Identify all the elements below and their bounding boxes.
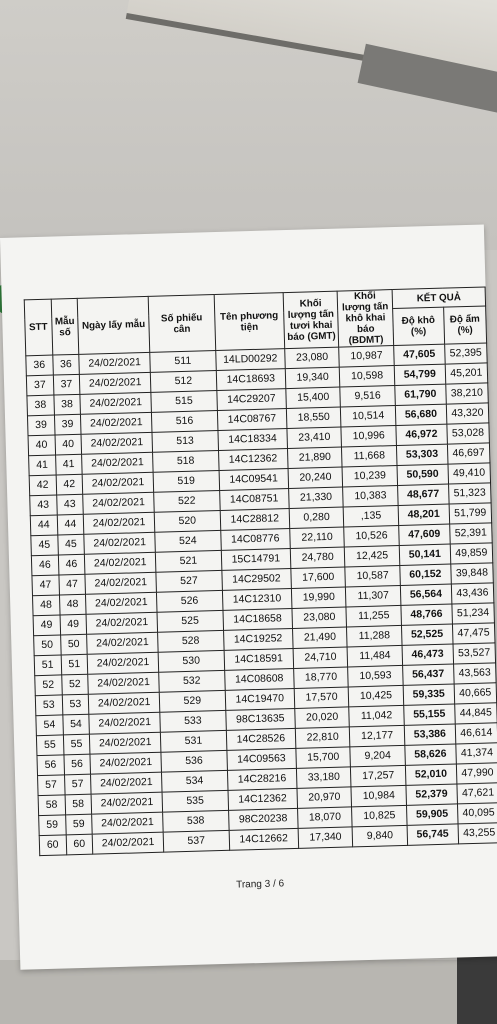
header-do-kho: Độ khô (%) — [393, 307, 445, 345]
cell-do-am: 43,436 — [451, 583, 494, 604]
cell-do-kho: 52,379 — [406, 784, 457, 805]
cell-ngay: 24/02/2021 — [92, 812, 163, 834]
cell-mau-so: 45 — [57, 534, 84, 555]
cell-kl-kho: 11,307 — [346, 585, 401, 607]
cell-do-kho: 55,155 — [404, 704, 455, 725]
cell-ngay: 24/02/2021 — [86, 612, 157, 634]
cell-ten-phuong-tien: 14C09563 — [227, 748, 297, 770]
cell-so-phieu: 530 — [158, 650, 224, 672]
cell-stt: 57 — [38, 775, 65, 796]
cell-so-phieu: 518 — [153, 450, 219, 472]
cell-do-am: 40,095 — [457, 803, 497, 824]
cell-ten-phuong-tien: 14C08767 — [217, 409, 287, 431]
cell-mau-so: 52 — [61, 674, 88, 695]
cell-do-am: 52,395 — [444, 343, 487, 364]
cell-stt: 42 — [29, 475, 56, 496]
header-ket-qua: KẾT QUẢ — [392, 287, 486, 309]
cell-so-phieu: 521 — [155, 550, 221, 572]
cell-so-phieu: 529 — [159, 690, 225, 712]
cell-do-am: 53,028 — [447, 423, 490, 444]
cell-do-kho: 48,677 — [397, 484, 448, 505]
cell-stt: 48 — [33, 595, 60, 616]
cell-do-am: 49,410 — [448, 463, 491, 484]
cell-do-am: 52,391 — [449, 523, 492, 544]
cell-kl-tuoi: 15,400 — [286, 387, 341, 409]
cell-kl-tuoi: 22,810 — [295, 727, 350, 749]
cell-do-am: 47,475 — [452, 623, 495, 644]
cell-do-kho: 48,766 — [401, 604, 452, 625]
cell-ten-phuong-tien: 14C12310 — [222, 589, 292, 611]
cell-stt: 36 — [26, 355, 53, 376]
cell-do-kho: 56,437 — [403, 664, 454, 685]
cell-kl-tuoi: 23,080 — [292, 607, 347, 629]
cell-mau-so: 56 — [63, 754, 90, 775]
cell-mau-so: 50 — [60, 634, 87, 655]
header-stt: STT — [24, 299, 52, 356]
cell-ngay: 24/02/2021 — [92, 832, 163, 854]
cell-do-am: 53,527 — [453, 643, 496, 664]
cell-so-phieu: 516 — [151, 411, 217, 433]
cell-mau-so: 46 — [58, 554, 85, 575]
cell-kl-kho: 10,514 — [341, 406, 396, 428]
cell-kl-tuoi: 24,780 — [290, 547, 345, 569]
cell-mau-so: 43 — [56, 494, 83, 515]
cell-do-kho: 52,525 — [401, 624, 452, 645]
cell-kl-tuoi: 21,490 — [293, 627, 348, 649]
cell-kl-tuoi: 17,340 — [298, 827, 353, 849]
cell-so-phieu: 534 — [162, 770, 228, 792]
cell-do-kho: 61,790 — [395, 384, 446, 405]
cell-kl-kho: 10,598 — [340, 366, 395, 388]
cell-mau-so: 55 — [63, 734, 90, 755]
cell-do-kho: 59,905 — [406, 804, 457, 825]
cell-so-phieu: 526 — [157, 590, 223, 612]
cell-ten-phuong-tien: 14C08608 — [224, 668, 294, 690]
cell-kl-kho: 10,984 — [351, 785, 406, 807]
cell-do-kho: 56,680 — [395, 404, 446, 425]
header-kl-kho: Khối lượng tấn khô khai báo (BDMT) — [337, 290, 393, 348]
cell-so-phieu: 515 — [151, 391, 217, 413]
cell-so-phieu: 533 — [160, 710, 226, 732]
cell-ten-phuong-tien: 98C20238 — [228, 808, 298, 830]
cell-mau-so: 54 — [62, 714, 89, 735]
cell-kl-kho: 11,668 — [342, 446, 397, 468]
cell-ngay: 24/02/2021 — [89, 712, 160, 734]
cell-do-kho: 48,201 — [398, 504, 449, 525]
cell-mau-so: 57 — [64, 774, 91, 795]
cell-so-phieu: 531 — [160, 730, 226, 752]
cell-ngay: 24/02/2021 — [91, 772, 162, 794]
header-ten-phuong-tien: Tên phương tiện — [214, 293, 285, 351]
header-so-phieu-can: Số phiếu cân — [148, 295, 215, 353]
cell-so-phieu: 513 — [152, 431, 218, 453]
cell-do-kho: 46,972 — [396, 424, 447, 445]
cell-do-am: 43,255 — [458, 823, 497, 844]
cell-kl-kho: 9,204 — [350, 745, 405, 767]
cell-kl-tuoi: 19,340 — [285, 367, 340, 389]
cell-do-am: 47,990 — [456, 763, 497, 784]
cell-kl-tuoi: 24,710 — [293, 647, 348, 669]
cell-stt: 39 — [27, 415, 54, 436]
cell-mau-so: 41 — [55, 454, 82, 475]
cell-do-am: 43,563 — [453, 663, 496, 684]
cell-so-phieu: 538 — [163, 810, 229, 832]
cell-kl-kho: 10,996 — [341, 426, 396, 448]
cell-so-phieu: 532 — [159, 670, 225, 692]
cell-mau-so: 42 — [56, 474, 83, 495]
cell-ten-phuong-tien: 14C12362 — [218, 449, 288, 471]
cell-so-phieu: 535 — [162, 790, 228, 812]
cell-do-kho: 59,335 — [403, 684, 454, 705]
cell-ngay: 24/02/2021 — [80, 392, 151, 414]
cell-stt: 58 — [38, 795, 65, 816]
cell-so-phieu: 512 — [150, 371, 216, 393]
cell-kl-tuoi: 0,280 — [289, 507, 344, 529]
desk-surface — [0, 960, 497, 1024]
cell-ngay: 24/02/2021 — [87, 632, 158, 654]
cell-do-kho: 50,590 — [397, 464, 448, 485]
cell-do-kho: 47,605 — [394, 344, 445, 365]
results-table — [24, 286, 497, 856]
cell-ten-phuong-tien: 14C29207 — [216, 389, 286, 411]
cell-do-kho: 53,303 — [396, 444, 447, 465]
cell-ten-phuong-tien: 14C19470 — [225, 688, 295, 710]
cell-ngay: 24/02/2021 — [85, 552, 156, 574]
cell-ten-phuong-tien: 14C12362 — [228, 788, 298, 810]
cell-do-kho: 58,626 — [405, 744, 456, 765]
cell-kl-kho: 11,288 — [347, 625, 402, 647]
cell-kl-tuoi: 33,180 — [296, 767, 351, 789]
cell-kl-kho: 10,383 — [343, 485, 398, 507]
cell-mau-so: 59 — [65, 814, 92, 835]
cell-so-phieu: 527 — [156, 570, 222, 592]
cell-ten-phuong-tien: 14C09541 — [219, 469, 289, 491]
cell-do-am: 40,665 — [454, 683, 497, 704]
cell-ten-phuong-tien: 14C18693 — [216, 369, 286, 391]
cell-kl-tuoi: 20,970 — [297, 787, 352, 809]
cell-mau-so: 36 — [52, 354, 79, 375]
cell-kl-tuoi: 23,080 — [285, 347, 340, 369]
cell-stt: 44 — [30, 515, 57, 536]
cell-mau-so: 47 — [58, 574, 85, 595]
cell-kl-tuoi: 15,700 — [296, 747, 351, 769]
cell-do-am: 38,210 — [446, 383, 489, 404]
cell-ten-phuong-tien: 15C14791 — [221, 549, 291, 571]
cell-stt: 49 — [33, 615, 60, 636]
cell-mau-so: 40 — [55, 434, 82, 455]
cell-stt: 38 — [27, 395, 54, 416]
cell-ngay: 24/02/2021 — [87, 652, 158, 674]
cell-ngay: 24/02/2021 — [91, 792, 162, 814]
cell-kl-kho: 10,593 — [348, 665, 403, 687]
cell-ngay: 24/02/2021 — [80, 372, 151, 394]
cell-kl-kho: 9,840 — [352, 825, 407, 847]
cell-kl-tuoi: 20,020 — [295, 707, 350, 729]
document-page — [0, 224, 497, 969]
cell-kl-kho: 10,526 — [344, 525, 399, 547]
cell-kl-tuoi: 17,600 — [291, 567, 346, 589]
cell-ngay: 24/02/2021 — [83, 492, 154, 514]
cell-do-am: 44,845 — [454, 703, 497, 724]
cell-kl-kho: 11,484 — [347, 645, 402, 667]
cell-do-kho: 52,010 — [405, 764, 456, 785]
cell-kl-kho: 12,177 — [350, 725, 405, 747]
cell-so-phieu: 520 — [154, 510, 220, 532]
cell-kl-tuoi: 18,770 — [294, 667, 349, 689]
cell-do-am: 43,320 — [446, 403, 489, 424]
cell-do-kho: 54,799 — [394, 364, 445, 385]
cell-ten-phuong-tien: 14LD00292 — [215, 349, 285, 371]
cell-ten-phuong-tien: 14C08751 — [219, 489, 289, 511]
cell-so-phieu: 528 — [158, 630, 224, 652]
cell-mau-so: 37 — [53, 374, 80, 395]
cell-ten-phuong-tien: 14C29502 — [221, 569, 291, 591]
cell-kl-tuoi: 19,990 — [291, 587, 346, 609]
cell-ten-phuong-tien: 14C28526 — [226, 728, 296, 750]
cell-stt: 51 — [34, 655, 61, 676]
cell-stt: 59 — [39, 815, 66, 836]
cell-mau-so: 53 — [62, 694, 89, 715]
cell-ngay: 24/02/2021 — [81, 432, 152, 454]
cell-so-phieu: 537 — [163, 830, 229, 852]
cell-stt: 41 — [29, 455, 56, 476]
cell-do-kho: 50,141 — [399, 544, 450, 565]
header-mau-so: Mẫu số — [51, 298, 79, 355]
cell-ngay: 24/02/2021 — [90, 752, 161, 774]
cell-kl-kho: 11,042 — [349, 705, 404, 727]
cell-ngay: 24/02/2021 — [86, 592, 157, 614]
cell-stt: 40 — [28, 435, 55, 456]
header-ngay-lay-mau: Ngày lấy mẫu — [77, 296, 149, 354]
cell-do-am: 51,234 — [452, 603, 495, 624]
cell-ngay: 24/02/2021 — [83, 512, 154, 534]
cell-do-kho: 56,745 — [407, 824, 458, 845]
cell-kl-kho: 9,516 — [340, 386, 395, 408]
cell-do-kho: 47,609 — [399, 524, 450, 545]
cell-ngay: 24/02/2021 — [84, 532, 155, 554]
cell-ngay: 24/02/2021 — [82, 452, 153, 474]
cell-kl-tuoi: 20,240 — [288, 467, 343, 489]
cell-ten-phuong-tien: 14C28216 — [227, 768, 297, 790]
cell-do-kho: 53,386 — [404, 724, 455, 745]
cell-kl-tuoi: 22,110 — [290, 527, 345, 549]
cell-stt: 60 — [39, 835, 66, 856]
cell-ngay: 24/02/2021 — [82, 472, 153, 494]
cell-so-phieu: 536 — [161, 750, 227, 772]
cell-mau-so: 44 — [57, 514, 84, 535]
cell-ngay: 24/02/2021 — [88, 692, 159, 714]
cell-mau-so: 49 — [60, 614, 87, 635]
cell-do-am: 41,374 — [456, 743, 497, 764]
cell-mau-so: 39 — [54, 414, 81, 435]
cell-stt: 47 — [32, 575, 59, 596]
cell-so-phieu: 522 — [154, 490, 220, 512]
header-kl-tuoi: Khối lượng tấn tươi khai báo (GMT) — [283, 291, 339, 348]
cell-stt: 52 — [35, 675, 62, 696]
cell-kl-kho: 10,587 — [345, 565, 400, 587]
cell-do-am: 51,799 — [449, 503, 492, 524]
cell-kl-kho: 10,239 — [342, 466, 397, 488]
cell-ten-phuong-tien: 14C18334 — [218, 429, 288, 451]
cell-so-phieu: 519 — [153, 470, 219, 492]
cell-stt: 56 — [37, 755, 64, 776]
cell-do-am: 45,201 — [445, 363, 488, 384]
cell-ten-phuong-tien: 14C19252 — [223, 628, 293, 650]
cell-ten-phuong-tien: 14C18658 — [223, 608, 293, 630]
cell-kl-tuoi: 18,070 — [298, 807, 353, 829]
cell-ngay: 24/02/2021 — [81, 412, 152, 434]
cell-do-kho: 60,152 — [400, 564, 451, 585]
cell-kl-tuoi: 17,570 — [294, 687, 349, 709]
cell-kl-kho: 10,987 — [339, 346, 394, 368]
cell-stt: 53 — [35, 695, 62, 716]
cell-ten-phuong-tien: 14C08776 — [220, 529, 290, 551]
cell-stt: 43 — [30, 495, 57, 516]
cell-stt: 37 — [26, 375, 53, 396]
header-do-am: Độ ẩm (%) — [443, 306, 486, 344]
cell-mau-so: 48 — [59, 594, 86, 615]
table-body — [26, 343, 497, 856]
cell-ngay: 24/02/2021 — [88, 672, 159, 694]
page-number: Trang 3 / 6 — [236, 878, 285, 891]
cell-do-am: 49,859 — [450, 543, 493, 564]
cell-ngay: 24/02/2021 — [79, 352, 150, 374]
cell-stt: 55 — [36, 735, 63, 756]
cell-kl-kho: ,135 — [343, 505, 398, 527]
cell-do-am: 51,323 — [448, 483, 491, 504]
cell-do-am: 47,621 — [457, 783, 497, 804]
cell-ten-phuong-tien: 14C12662 — [229, 828, 299, 850]
cell-kl-tuoi: 21,890 — [287, 447, 342, 469]
cell-stt: 50 — [34, 635, 61, 656]
cell-do-kho: 56,564 — [400, 584, 451, 605]
cell-so-phieu: 511 — [150, 351, 216, 373]
cell-kl-kho: 10,825 — [352, 805, 407, 827]
cell-ngay: 24/02/2021 — [85, 572, 156, 594]
cell-mau-so: 60 — [66, 834, 93, 855]
cell-mau-so: 38 — [53, 394, 80, 415]
cell-stt: 46 — [31, 555, 58, 576]
cell-ten-phuong-tien: 14C28812 — [220, 509, 290, 531]
cell-so-phieu: 525 — [157, 610, 223, 632]
cell-stt: 45 — [31, 535, 58, 556]
cell-do-am: 46,614 — [455, 723, 497, 744]
cell-stt: 54 — [36, 715, 63, 736]
cell-ngay: 24/02/2021 — [90, 732, 161, 754]
cell-do-am: 46,697 — [447, 443, 490, 464]
cell-kl-tuoi: 18,550 — [286, 407, 341, 429]
cell-ten-phuong-tien: 14C18591 — [224, 648, 294, 670]
cell-ten-phuong-tien: 98C13635 — [225, 708, 295, 730]
cell-mau-so: 51 — [61, 654, 88, 675]
cell-kl-kho: 11,255 — [346, 605, 401, 627]
cell-do-kho: 46,473 — [402, 644, 453, 665]
cell-so-phieu: 524 — [155, 530, 221, 552]
cell-kl-tuoi: 23,410 — [287, 427, 342, 449]
cell-kl-tuoi: 21,330 — [289, 487, 344, 509]
cell-kl-kho: 10,425 — [348, 685, 403, 707]
cell-kl-kho: 12,425 — [345, 545, 400, 567]
cell-mau-so: 58 — [65, 794, 92, 815]
cell-kl-kho: 17,257 — [351, 765, 406, 787]
cell-do-am: 39,848 — [451, 563, 494, 584]
